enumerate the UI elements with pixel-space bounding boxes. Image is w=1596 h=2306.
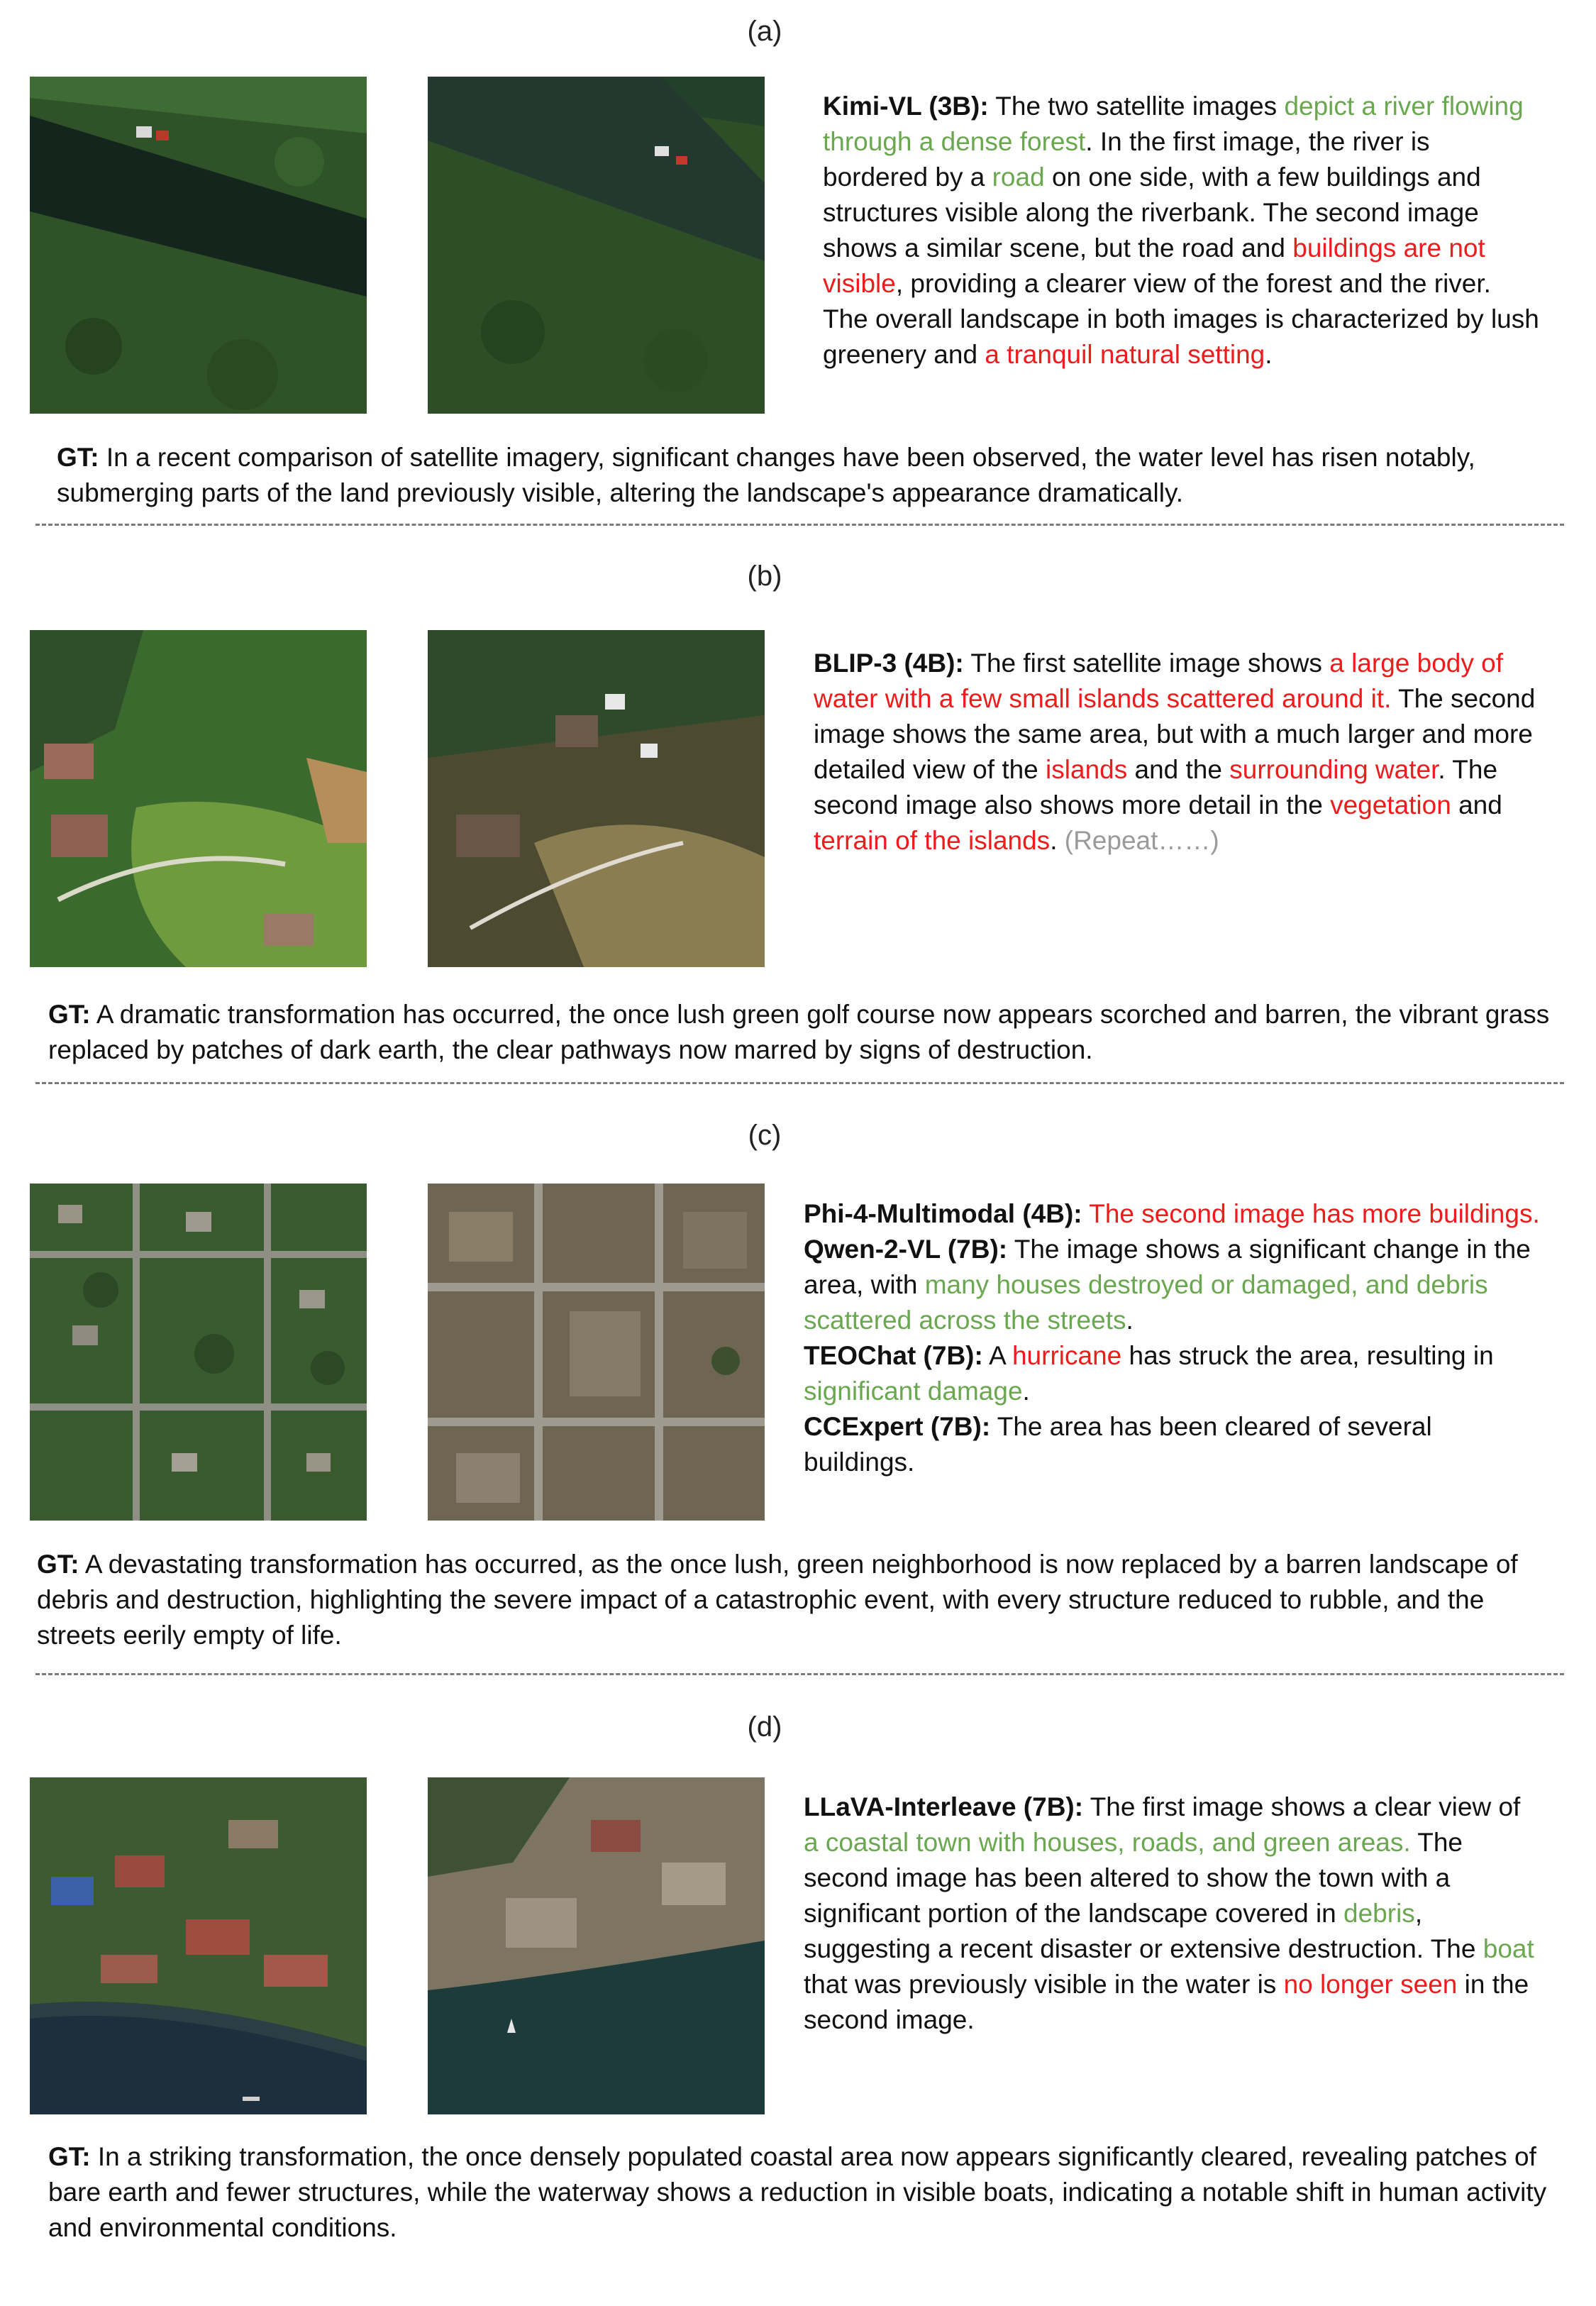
response-text: boat xyxy=(1483,1934,1534,1963)
response-text: The second image has been altered to show the town with a significant portion of the landscape covered in xyxy=(804,1828,1463,1928)
model-name: TEOChat (7B): xyxy=(804,1341,983,1370)
model-response-d xyxy=(804,1789,1541,2038)
model-response-b xyxy=(814,646,1544,859)
satellite-image-d-before xyxy=(30,1777,367,2114)
response-text: The second image shows the same area, but with a much larger and more detailed view of the xyxy=(814,684,1536,784)
response-text: debris xyxy=(1343,1899,1415,1928)
response-text: a coastal town with houses, roads, and green areas. xyxy=(804,1828,1411,1857)
model-name: Qwen-2-VL (7B): xyxy=(804,1235,1008,1264)
response-text: a large body of water with a few small islands scattered around it. xyxy=(814,649,1504,713)
response-text: buildings are not visible xyxy=(823,233,1485,298)
satellite-image-b-after xyxy=(428,630,765,967)
divider-ab xyxy=(35,524,1564,526)
gt-label-a: GT: xyxy=(57,443,99,472)
ground-truth-c xyxy=(37,1547,1562,1653)
ground-truth-a xyxy=(57,440,1561,511)
panel-label-a: (a) xyxy=(747,16,782,47)
gt-label-b: GT: xyxy=(48,1000,91,1029)
panel-label-c: (c) xyxy=(748,1120,782,1151)
response-text: The two satellite images xyxy=(988,92,1285,121)
response-text: The area has been cleared of several buildings. xyxy=(804,1412,1432,1477)
response-text: The first satellite image shows xyxy=(963,649,1330,678)
panel-label-d: (d) xyxy=(747,1711,782,1743)
divider-bc xyxy=(35,1082,1564,1084)
response-text: The second image has more buildings. xyxy=(1089,1199,1540,1228)
response-text: a tranquil natural setting xyxy=(985,340,1265,369)
satellite-image-c-before xyxy=(30,1184,367,1521)
model-name: BLIP-3 (4B): xyxy=(814,649,964,678)
response-text: . The second image also shows more detail in the xyxy=(814,755,1498,820)
response-text: has struck the area, resulting in xyxy=(1121,1341,1494,1370)
gt-label-c: GT: xyxy=(37,1550,79,1579)
response-text xyxy=(1082,1199,1090,1228)
response-text: many houses destroyed or damaged, and debris scattered across the streets xyxy=(804,1270,1488,1335)
response-text: . xyxy=(1126,1306,1134,1335)
gt-text-d: In a striking transformation, the once densely populated coastal area now appears significantly cleared, revealing patches of bare earth and fewer structures, while the waterway shows a reduction in visible boats, indicating a notable shift in human activity and environmental conditions. xyxy=(48,2142,1547,2242)
response-text: . xyxy=(1050,826,1065,855)
response-text: surrounding water xyxy=(1229,755,1439,784)
response-text: hurricane xyxy=(1012,1341,1122,1370)
gt-text-a: In a recent comparison of satellite imagery, significant changes have been observed, the water level has risen notably, submerging parts of the land previously visible, altering the landscape's appearance dramatically. xyxy=(57,443,1475,507)
model-name: Kimi-VL (3B): xyxy=(823,92,989,121)
divider-cd xyxy=(35,1673,1564,1675)
satellite-image-a-after xyxy=(428,77,765,414)
model-response-a xyxy=(823,89,1539,373)
response-text: that was previously visible in the water is xyxy=(804,1970,1284,1999)
gt-label-d: GT: xyxy=(48,2142,91,2171)
gt-text-b: A dramatic transformation has occurred, the once lush green golf course now appears scorched and barren, the vibrant grass replaced by patches of dark earth, the clear pathways now marred by signs of destruction. xyxy=(48,1000,1550,1064)
response-text: and xyxy=(1451,790,1502,820)
satellite-image-c-after xyxy=(428,1184,765,1521)
response-text: . xyxy=(1022,1377,1030,1406)
response-text: . xyxy=(1265,340,1273,369)
response-text: road xyxy=(992,162,1045,192)
response-text: The first image shows a clear view of xyxy=(1083,1792,1521,1821)
response-text: , providing a clearer view of the forest and the river. The overall landscape in both images is characterized by lush greenery and xyxy=(823,269,1539,369)
gt-text-c: A devastating transformation has occurred, as the once lush, green neighborhood is now replaced by a barren landscape of debris and destruction, highlighting the severe impact of a catastrophic event, with every structure reduced to rubble, and the streets eerily empty of life. xyxy=(37,1550,1518,1650)
response-text: The image shows a significant change in the area, with xyxy=(804,1235,1531,1299)
response-text: no longer seen xyxy=(1283,1970,1458,1999)
satellite-image-d-after xyxy=(428,1777,765,2114)
model-name: CCExpert (7B): xyxy=(804,1412,991,1441)
response-text: terrain of the islands xyxy=(814,826,1051,855)
response-text: islands xyxy=(1046,755,1128,784)
response-text: on one side, with a few buildings and structures visible along the riverbank. The second image shows a similar scene, but the road and xyxy=(823,162,1481,263)
satellite-image-a-before xyxy=(30,77,367,414)
response-text: and the xyxy=(1127,755,1230,784)
response-text: A xyxy=(982,1341,1012,1370)
ground-truth-b xyxy=(48,997,1559,1068)
model-response-c xyxy=(804,1196,1541,1480)
response-text: significant damage xyxy=(804,1377,1023,1406)
ground-truth-d xyxy=(48,2139,1566,2246)
response-text: . In the first image, the river is bordered by a xyxy=(823,127,1430,192)
model-name: Phi-4-Multimodal (4B): xyxy=(804,1199,1082,1228)
response-text: depict a river flowing through a dense forest xyxy=(823,92,1524,156)
satellite-image-b-before xyxy=(30,630,367,967)
response-text: vegetation xyxy=(1330,790,1451,820)
response-text: , suggesting a recent disaster or extensive destruction. The xyxy=(804,1899,1483,1963)
model-name: LLaVA-Interleave (7B): xyxy=(804,1792,1084,1821)
response-text: in the second image. xyxy=(804,1970,1529,2034)
panel-label-b: (b) xyxy=(747,561,782,592)
response-text: (Repeat……) xyxy=(1064,826,1219,855)
